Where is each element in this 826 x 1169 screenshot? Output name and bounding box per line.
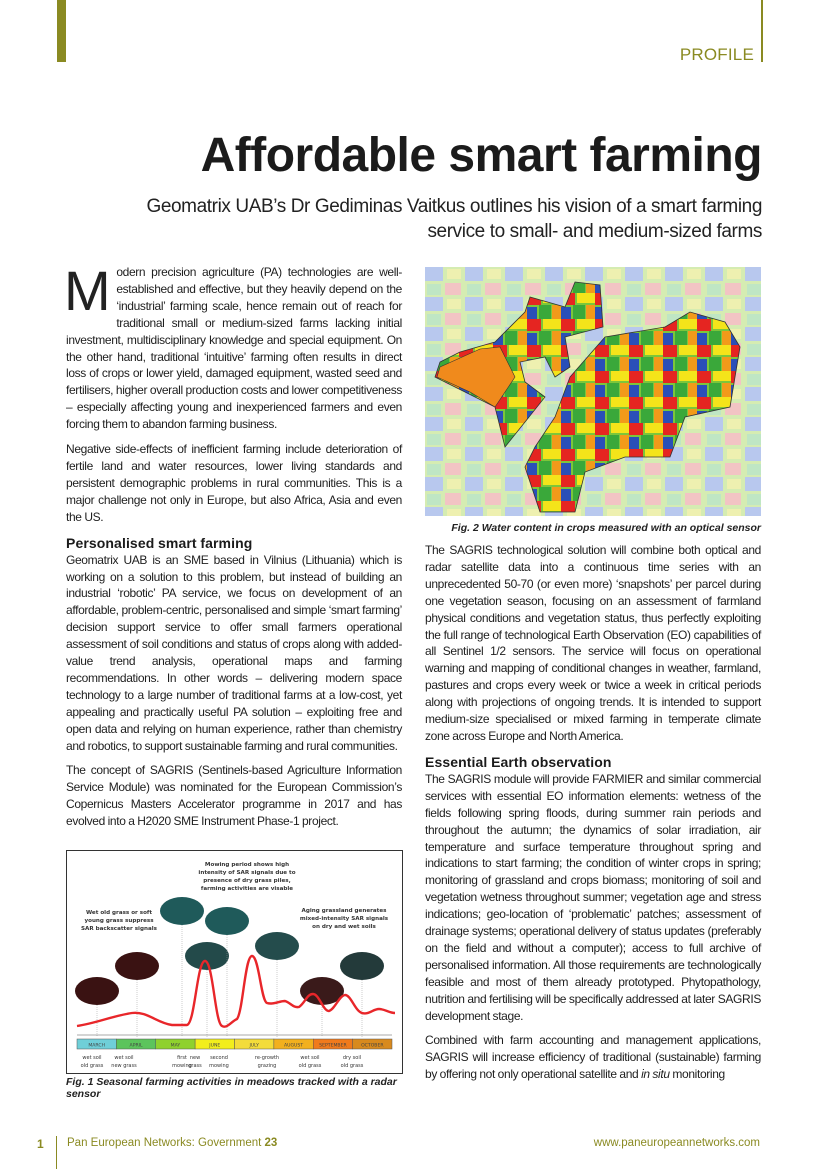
drop-cap: M	[64, 259, 111, 322]
sar-thumbnail	[115, 952, 159, 980]
right-column	[425, 542, 761, 1091]
sar-thumbnail	[185, 942, 229, 970]
paragraph: Negative side-effects of inefficient farming include deterioration of fertile land and water resources, lower living standards and persistent demographic problems in rural communities. This is a major challenge not only in Europe, but also Africa, Asia and even the US.	[66, 442, 402, 524]
figure-2-caption: Fig. 2 Water content in crops measured with an optical sensor	[451, 522, 761, 534]
month-label: MARCH	[88, 1043, 106, 1049]
footer-rule	[56, 1136, 57, 1169]
paragraph-text: monitoring	[669, 1067, 725, 1082]
stage-label: dry soil	[342, 1055, 362, 1061]
publication-name	[67, 1137, 277, 1149]
section-label: PROFILE	[679, 45, 754, 64]
paragraph-text: Combined with farm accounting and management applications, SAGRIS will increase efficiency of traditional (sustainable) farming by offering not only operational satellite and	[425, 1033, 761, 1082]
month-label: APRIL	[129, 1043, 143, 1049]
stage-label: wet soil	[82, 1055, 102, 1061]
section-heading: Essential Earth observation	[425, 753, 612, 770]
stage-label: first	[177, 1055, 187, 1061]
month-label: JUNE	[209, 1043, 221, 1049]
stage-label: wet soil	[300, 1055, 320, 1061]
figure-1-graphic	[67, 851, 402, 1073]
figure-2-crop-water-map	[425, 267, 761, 516]
month-label: OCTOBER	[361, 1043, 384, 1049]
stage-label: mowing	[209, 1063, 229, 1069]
stage-label: new	[189, 1055, 201, 1061]
month-label: MAY	[170, 1043, 181, 1049]
sar-thumbnail	[160, 897, 204, 925]
annotation-top-1: Mowing period shows high	[204, 862, 290, 868]
paragraph: The SAGRIS module will provide FARMIER and similar commercial services with essential EO information elements: wetness of the fields following spring floods, during summer rain periods and throughout the autumn; the dynamics of solar irradiation, air temperature and surface temperature throughout spring and indications to start farming; the condition of winter crops in spring; monitoring of grassland and crops biomass; monitoring of soil and vegetation wetness throughout summer; vegetation age and stress indications; geo-location of ‘problematic’ patches; assessment of drainage systems; operational delivery of status updates (preferably on the field and without a computer); access to full archive of personalised information. All those requirements are technologically feasible and most of them already prototyped. Phytopathology, nutrition and fertilising will be specifically addressed at later SAGRIS development stage.	[425, 771, 761, 1023]
website-link[interactable]: www.paneuropeannetworks.com	[593, 1137, 760, 1149]
annotation-left-3: SAR backscatter signals	[81, 926, 157, 932]
stage-label: mowing	[172, 1063, 192, 1069]
stage-label: re-growth	[254, 1055, 280, 1061]
sar-thumbnail	[205, 907, 249, 935]
accent-bar	[57, 0, 66, 62]
stage-label: new grass	[111, 1063, 137, 1069]
article-title: Affordable smart farming	[200, 129, 762, 182]
section-heading: Personalised smart farming	[66, 534, 253, 551]
annotation-top-3: presence of dry grass piles,	[203, 878, 291, 884]
stage-label: old grass	[298, 1063, 322, 1069]
stage-label: old grass	[80, 1063, 104, 1069]
emphasis-text: in situ	[641, 1067, 670, 1082]
sar-thumbnail	[340, 952, 384, 980]
page-number: 1	[37, 1137, 44, 1151]
paragraph: Geomatrix UAB is an SME based in Vilnius (Lithuania) which is working on a solution to this problem, but instead of building an industrial ‘robotic’ PA service, we focus on development of an affordable, problem-centric, personalised and simple ‘smart farming’ decision support service to offer small farmers operational assessment of soil conditions and status of crops along with added-value trend analysis, operational maps and farming recommendations. In other words – delivering modern space technology to a large number of traditional farms at a low-cost, yet appealing and practically useful PA solution – exploiting free and open data and relying on human experience, rather than chemistry and robotics, to support sustainable farming and rural communities.	[66, 552, 402, 753]
annotation-top-2: intensity of SAR signals due to	[198, 870, 296, 876]
section-rule	[761, 0, 763, 62]
month-label: AUGUST	[283, 1043, 304, 1049]
annotation-right-2: mixed-intensity SAR signals	[299, 916, 389, 922]
annotation-right-1: Aging grassland generates	[301, 908, 387, 914]
publication-title: Pan European Networks: Government	[67, 1137, 262, 1149]
issue-number: 23	[264, 1137, 278, 1149]
month-label: JULY	[249, 1043, 259, 1049]
annotation-right-3: on dry and wet soils	[312, 924, 376, 930]
stage-label: wet soil	[114, 1055, 134, 1061]
sar-thumbnail	[75, 977, 119, 1005]
figure-1-caption: Fig. 1 Seasonal farming activities in meadows tracked with a radar sensor	[66, 1076, 397, 1100]
stage-label: grazing	[257, 1063, 277, 1069]
article-subtitle: Geomatrix UAB’s Dr Gediminas Vaitkus outlines his vision of a smart farming service to small- and medium-sized farms	[146, 196, 762, 242]
annotation-left-2: young grass suppress	[84, 918, 154, 924]
intro-paragraph	[64, 259, 402, 433]
month-label: SEPTEMBER	[319, 1043, 347, 1049]
figure-1-seasonal-chart	[66, 850, 403, 1074]
stage-label: old grass	[340, 1063, 364, 1069]
left-column	[64, 259, 402, 838]
stage-label: second	[210, 1055, 228, 1061]
annotation-top-4: farming activities are visable	[200, 886, 294, 892]
annotation-left-1: Wet old grass or soft	[85, 910, 153, 916]
stage-label: grass	[188, 1063, 202, 1069]
paragraph: The SAGRIS technological solution will combine both optical and radar satellite data into a continuous time series with an unprecedented 50-70 (or even more) ‘snapshots’ per parcel during one vegetation season, focusing on an assessment of farmland physical conditions and vegetation status, thus perfectly exploiting the full range of technological Earth Observation (EO) capabilities of all Sentinel 1/2 sensors. The service will focus on operational warning and mapping of conditional changes in weather, farmland, pastures and crops every week or twice a week in critical periods along with projections of ongoing trends. It is intended to support medium-size specialised or mixed farming in temperate climate zone across Europe and North America.	[425, 543, 761, 743]
paragraph: The concept of SAGRIS (Sentinels-based Agriculture Information Service Module) was nominated for the European Commission’s Copernicus Masters Accelerator programme in 2017 and has evolved into a H2020 SME Instrument Phase-1 project.	[66, 763, 402, 829]
figure-2-graphic	[425, 267, 761, 516]
paragraph-text: odern precision agriculture (PA) technologies are well-established and effective, but they heavily depend on the ‘industrial’ farming scale, hence remain out of reach for traditional small or medium-sized farms lacking initial investment, multidisciplinary knowledge and special equipment. On the other hand, traditional ‘intuitive’ farming often results in direct loss of crops or lower yield, damaged equipment, wasted seed and fertilisers, higher overall production costs and lower competitiveness – especially affecting young and inexperienced farmers and even forcing them to abandon farming business.	[66, 265, 402, 432]
sar-thumbnail	[255, 932, 299, 960]
month-bar	[77, 1039, 392, 1049]
paragraph	[425, 1032, 761, 1083]
